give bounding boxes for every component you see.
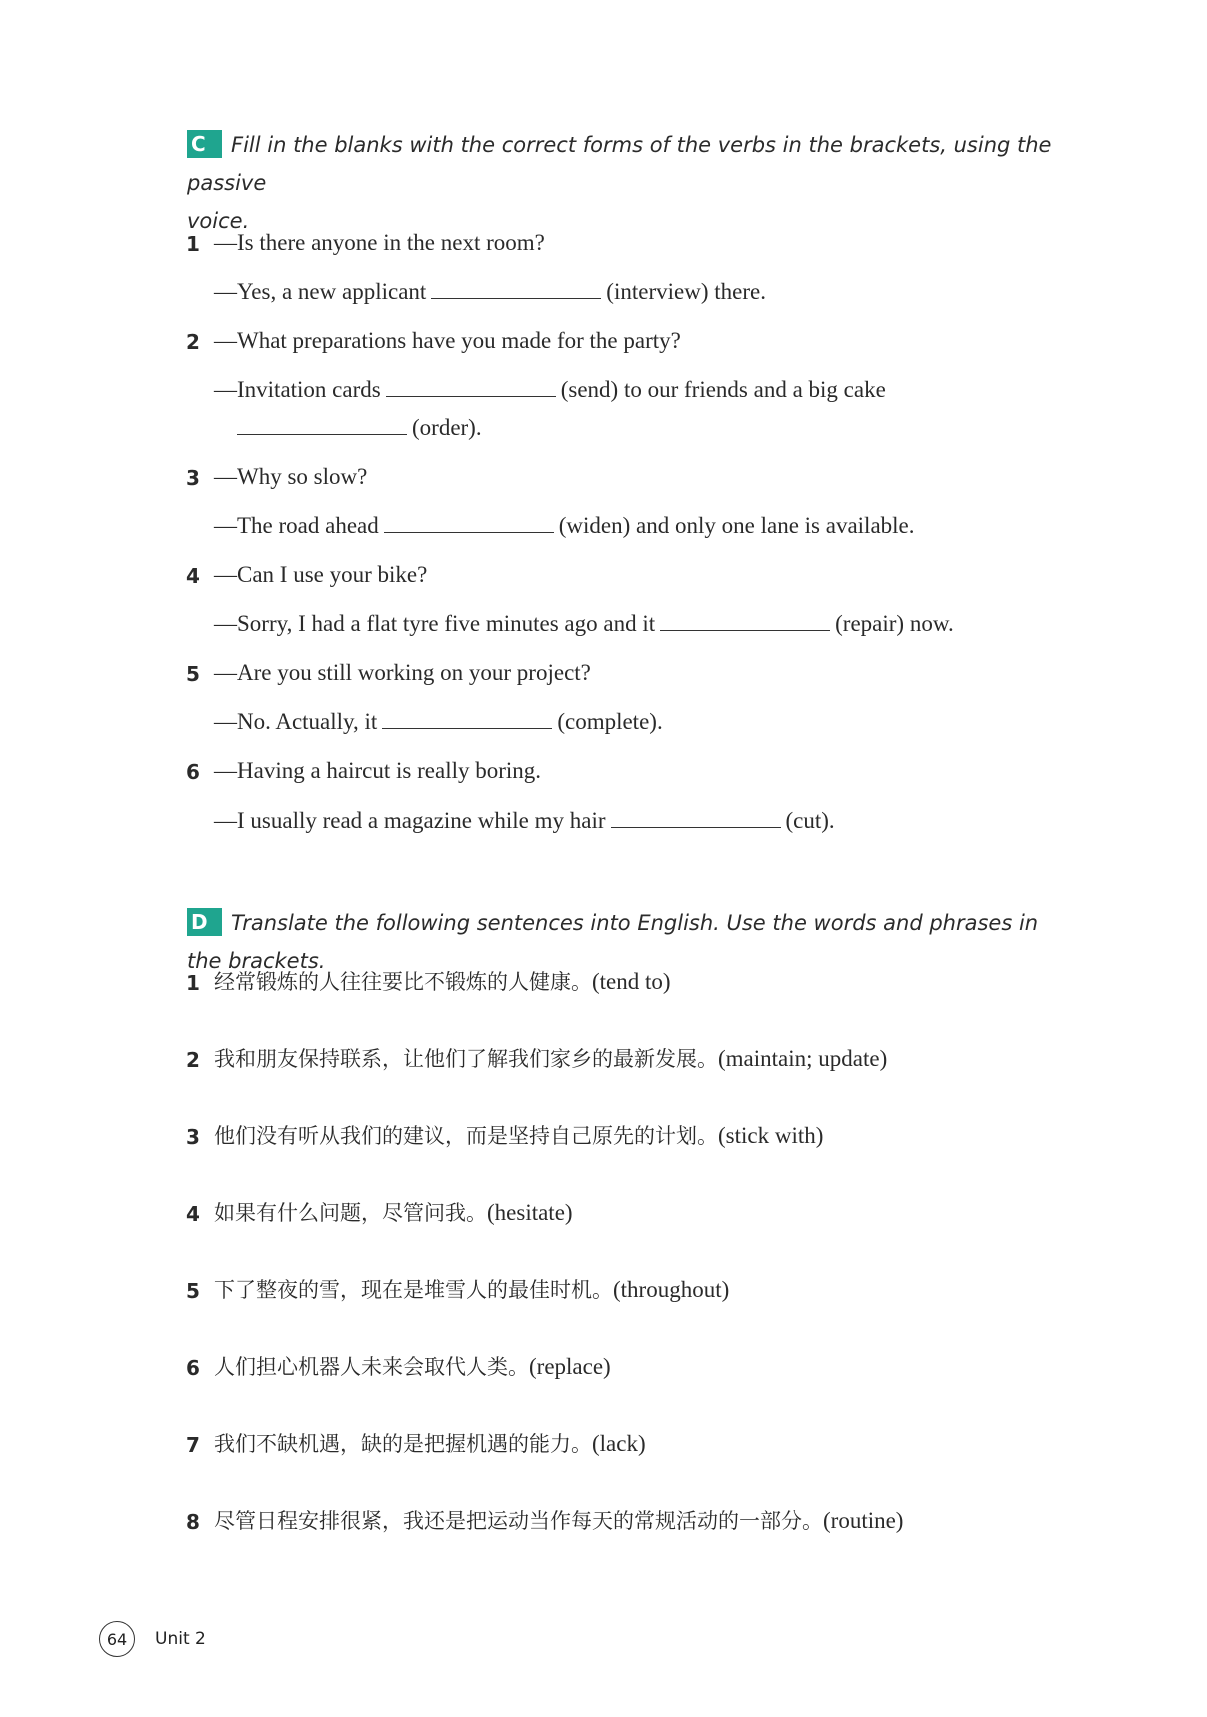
section-c-instruction-line2: voice. [187, 209, 250, 233]
c-item-question: —Having a haircut is really boring. [214, 758, 542, 783]
answer-blank[interactable] [386, 376, 556, 397]
section-d-instruction-text: Translate the following sentences into English. Use the words and phrases in the brackets. [187, 911, 1039, 973]
section-c-badge: C [187, 130, 222, 158]
answer-blank[interactable] [382, 708, 552, 729]
section-c-instruction [187, 126, 1067, 240]
c-item-number: 4 [186, 564, 200, 588]
d-item-number: 7 [186, 1433, 200, 1457]
d-item-sentence: 人们担心机器人未来会取代人类。(replace) [214, 1354, 611, 1379]
page-footer [99, 1619, 206, 1659]
c-item-number: 2 [186, 330, 200, 354]
answer-blank[interactable] [611, 807, 781, 828]
d-item-number: 8 [186, 1510, 200, 1534]
unit-label: Unit 2 [155, 1629, 206, 1649]
d-item-number: 1 [186, 971, 200, 995]
c-item-question: —Are you still working on your project? [214, 660, 591, 685]
c-item-number: 5 [186, 662, 200, 686]
c-item-answer: —Yes, a new applicant (interview) there. [214, 279, 766, 304]
d-item-number: 5 [186, 1279, 200, 1303]
d-item-number: 2 [186, 1048, 200, 1072]
page-number: 64 [99, 1621, 135, 1657]
c-item-question: —What preparations have you made for the party? [214, 328, 681, 353]
d-item-sentence: 他们没有听从我们的建议，而是坚持自己原先的计划。(stick with) [214, 1123, 824, 1148]
d-item-sentence: 下了整夜的雪，现在是堆雪人的最佳时机。(throughout) [214, 1277, 730, 1302]
section-d-badge: D [187, 908, 222, 936]
c-item-answer: —Sorry, I had a flat tyre five minutes ago and it (repair) now. [214, 611, 954, 636]
c-item-answer: —No. Actually, it (complete). [214, 709, 663, 734]
c-item-answer: —Invitation cards (send) to our friends and a big cake [214, 377, 886, 402]
c-item-number: 6 [186, 760, 200, 784]
c-item-answer: —I usually read a magazine while my hair (cut). [214, 808, 835, 833]
d-item-sentence: 我和朋友保持联系，让他们了解我们家乡的最新发展。(maintain; update) [214, 1046, 888, 1071]
c-item-number: 1 [186, 232, 200, 256]
c-item-question: —Why so slow? [214, 464, 368, 489]
answer-blank[interactable] [660, 610, 830, 631]
c-item-question: —Can I use your bike? [214, 562, 428, 587]
d-item-number: 4 [186, 1202, 200, 1226]
c-item-answer: —The road ahead (widen) and only one lane is available. [214, 513, 915, 538]
d-item-sentence: 尽管日程安排很紧，我还是把运动当作每天的常规活动的一部分。(routine) [214, 1508, 904, 1533]
d-item-number: 6 [186, 1356, 200, 1380]
c-item-number: 3 [186, 466, 200, 490]
c-item-question: —Is there anyone in the next room? [214, 230, 545, 255]
answer-blank[interactable] [237, 414, 407, 435]
d-item-number: 3 [186, 1125, 200, 1149]
answer-blank[interactable] [384, 512, 554, 533]
d-item-sentence: 经常锻炼的人往往要比不锻炼的人健康。(tend to) [214, 969, 671, 994]
d-item-sentence: 如果有什么问题，尽管问我。(hesitate) [214, 1200, 573, 1225]
c-item-answer-continued: (order). [237, 413, 482, 443]
d-item-sentence: 我们不缺机遇，缺的是把握机遇的能力。(lack) [214, 1431, 646, 1456]
section-c-instruction-line1: Fill in the blanks with the correct forms of the verbs in the brackets, using the passive [187, 133, 1052, 195]
answer-blank[interactable] [431, 278, 601, 299]
